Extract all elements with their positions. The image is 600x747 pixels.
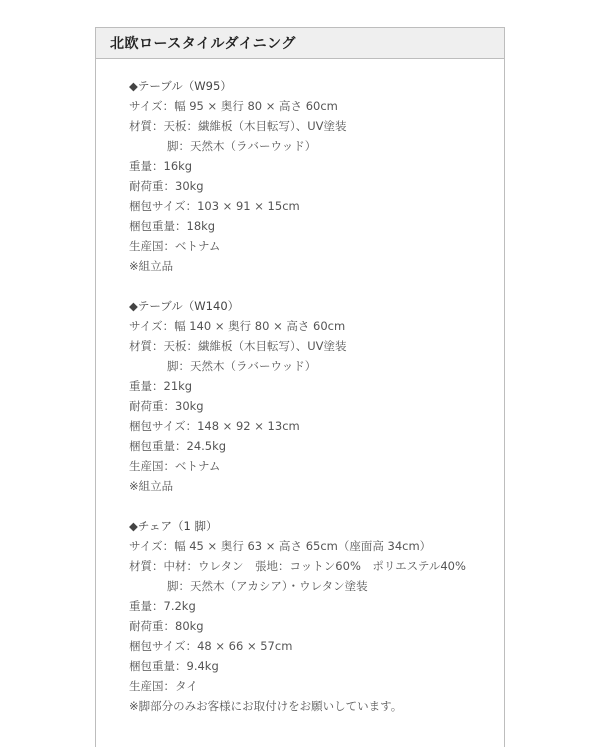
spec-line: 梱包重量：18kg <box>129 219 216 233</box>
spec-line: 生産国：ベトナム <box>129 459 221 473</box>
section-heading: ◆テーブル（W140） <box>129 299 240 313</box>
panel-title: 北欧ロースタイルダイニング <box>110 36 296 52</box>
spec-line: 材質：中材：ウレタン 張地：コットン60% ポリエステル40% <box>129 559 466 573</box>
spec-line: サイズ：幅 140 × 奥行 80 × 高さ 60cm <box>129 319 346 333</box>
spec-section <box>129 516 499 716</box>
section-heading: ◆チェア（1 脚） <box>129 519 218 533</box>
spec-line: 脚：天然木（アカシア）・ウレタン塗装 <box>167 579 368 593</box>
spec-line: 重量：16kg <box>129 159 193 173</box>
spec-line: 重量：21kg <box>129 379 193 393</box>
spec-line: サイズ：幅 45 × 奥行 63 × 高さ 65cm（座面高 34cm） <box>129 539 432 553</box>
spec-line: 梱包サイズ：48 × 66 × 57cm <box>129 639 293 653</box>
section-heading: ◆テーブル（W95） <box>129 79 232 93</box>
spec-section <box>129 76 499 276</box>
spec-line: 梱包重量：9.4kg <box>129 659 219 673</box>
spec-line: 生産国：ベトナム <box>129 239 221 253</box>
spec-line: ※組立品 <box>129 259 174 273</box>
spec-line: 脚：天然木（ラバーウッド） <box>167 139 317 153</box>
spec-line: 梱包重量：24.5kg <box>129 439 227 453</box>
spec-line: 梱包サイズ：103 × 91 × 15cm <box>129 199 300 213</box>
spec-line: 重量：7.2kg <box>129 599 196 613</box>
spec-line: ※組立品 <box>129 479 174 493</box>
spec-line: 耐荷重：30kg <box>129 399 204 413</box>
spec-body <box>129 76 499 736</box>
spec-line: 梱包サイズ：148 × 92 × 13cm <box>129 419 300 433</box>
spec-line: 耐荷重：30kg <box>129 179 204 193</box>
spec-line: 脚：天然木（ラバーウッド） <box>167 359 317 373</box>
spec-line: 材質：天板：繊維板（木目転写）、UV塗装 <box>129 119 347 133</box>
panel-header <box>96 28 504 59</box>
spec-panel <box>95 27 505 747</box>
spec-line: 生産国：タイ <box>129 679 198 693</box>
spec-line: 材質：天板：繊維板（木目転写）、UV塗装 <box>129 339 347 353</box>
spec-line: ※脚部分のみお客様にお取付けをお願いしています。 <box>129 699 403 713</box>
spec-line: サイズ：幅 95 × 奥行 80 × 高さ 60cm <box>129 99 338 113</box>
spec-section <box>129 296 499 496</box>
spec-line: 耐荷重：80kg <box>129 619 204 633</box>
